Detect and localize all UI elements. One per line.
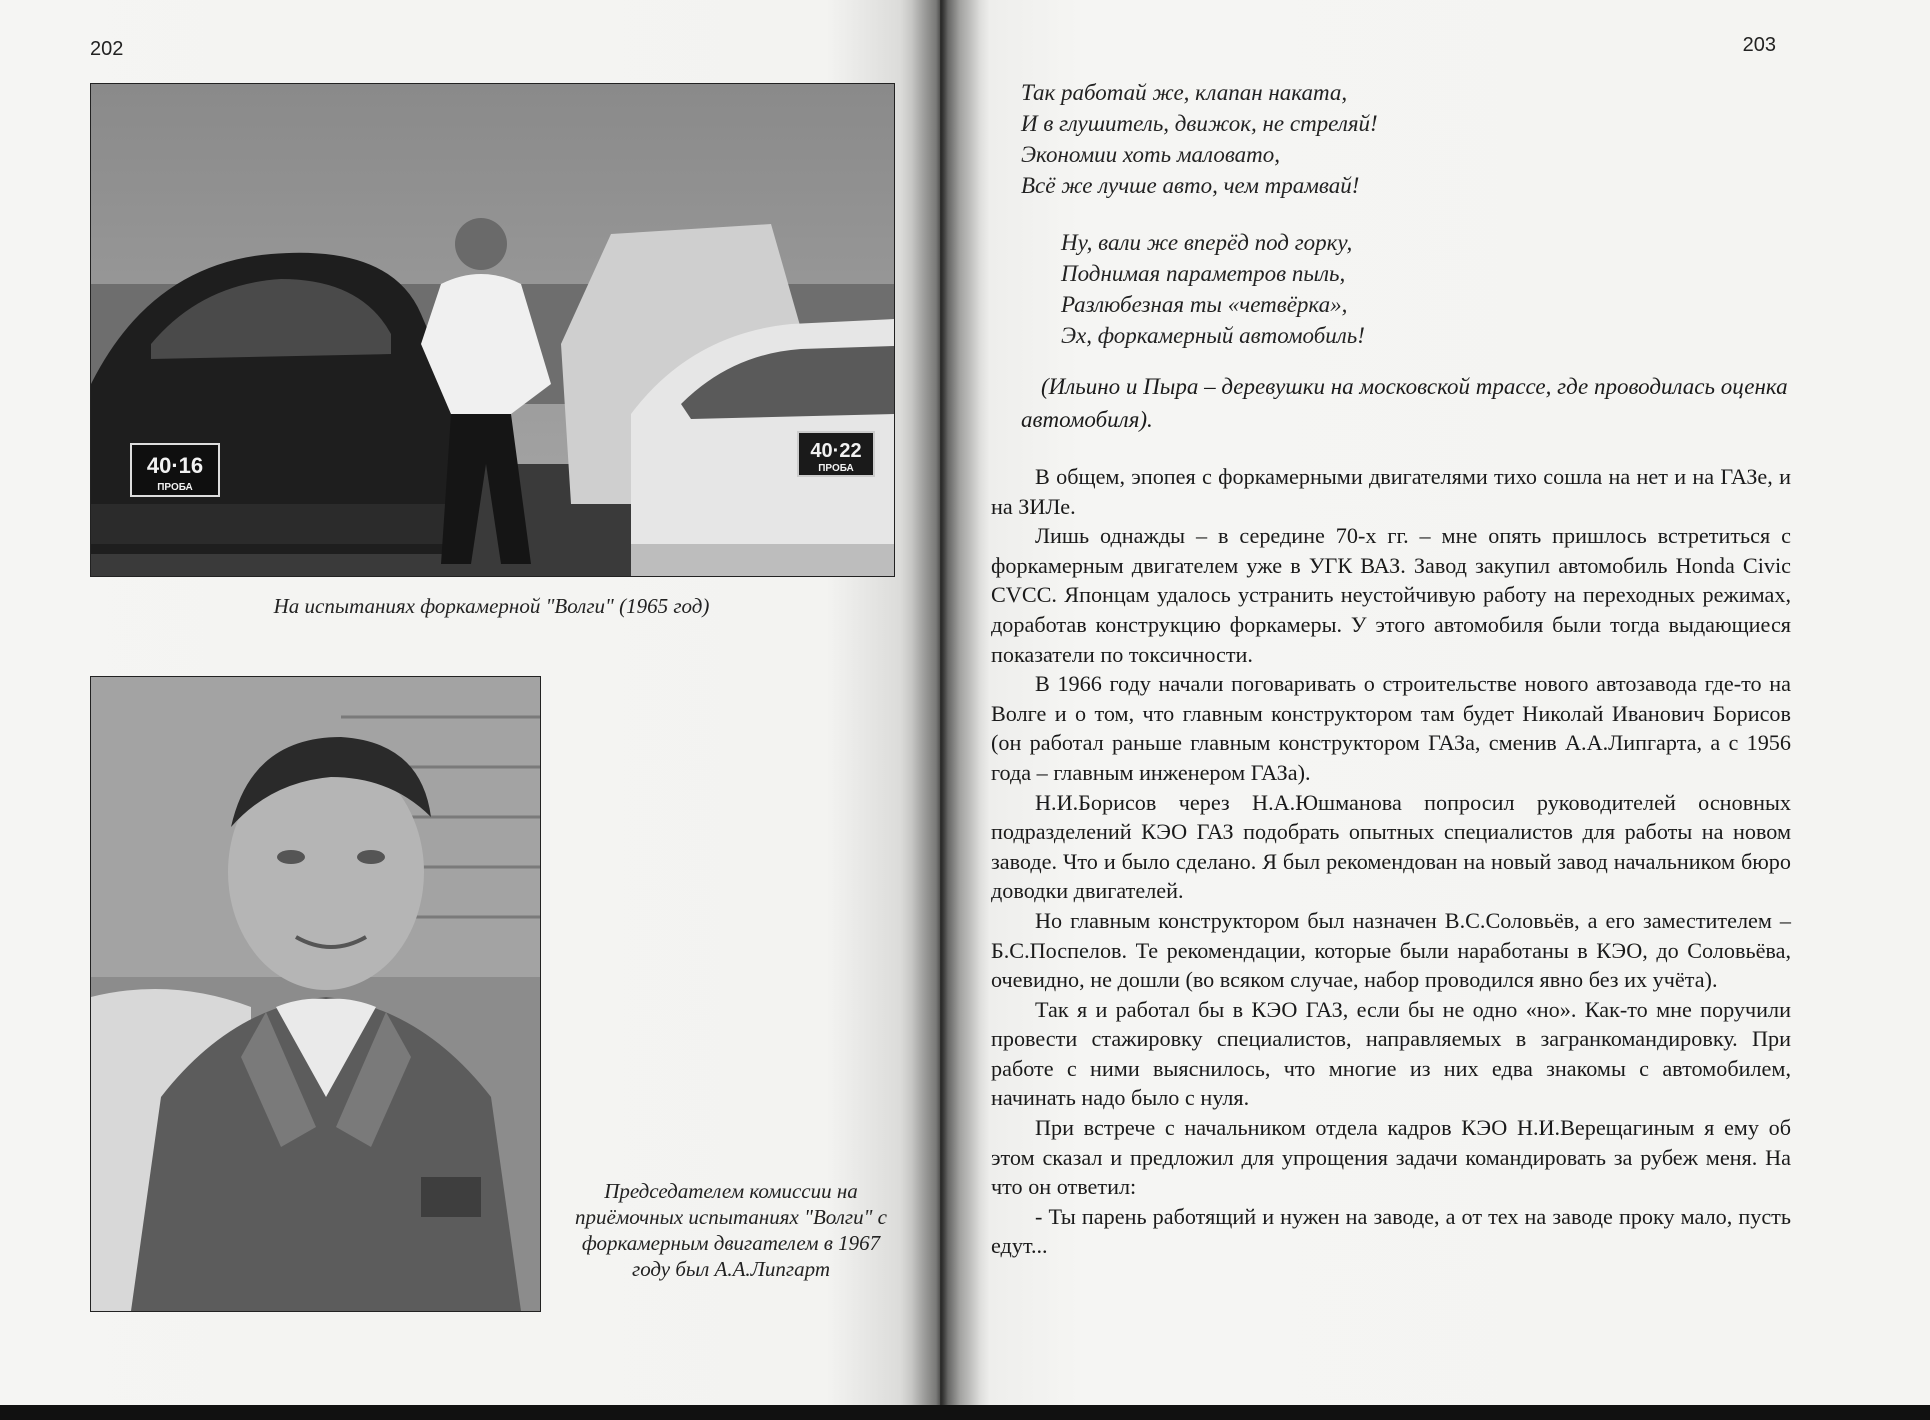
paragraph: При встрече с начальником отдела кадров КЭО Н.И.Верещагиным я ему об этом сказал и предложил для упрощения задачи командировать за рубеж меня. На что он ответил: [991,1115,1791,1200]
poem-line: Ну, вали же вперёд под горку, [1061,230,1353,255]
paragraph: - Ты парень работящий и нужен на заводе, а от тех на заводе проку мало, пусть едут... [991,1203,1791,1259]
poem-line: Эх, форкамерный автомобиль! [1061,323,1365,348]
body-text [991,462,1791,1261]
page-number-left: 202 [90,38,124,60]
page-number-right: 203 [1742,34,1776,56]
poem-line: Поднимая параметров пыль, [1061,261,1346,286]
paragraph: В общем, эпопея с форкамерными двигателями тихо сошла на нет и на ГАЗе, и на ЗИЛе. [991,464,1791,519]
poem-line: Экономии хоть маловато, [1021,142,1281,167]
poem-note: (Ильино и Пыра – деревушки на московской трассе, где проводилась оценка автомобиля). [1021,374,1788,432]
photo-lipgart-portrait-image [91,677,540,1311]
paragraph: Но главным конструктором был назначен В.С.Соловьёв, а его заместителем – Б.С.Поспелов. Те рекомендации, которые были наработаны в КЭО, до Соловьёва, очевидно, не дошли (во всяком случае, набор проводился явно без их учёта). [991,907,1791,993]
paragraph: В 1966 году начали поговаривать о строительстве нового автозавода где-то на Волге и о том, что главным конструктором там будет Николай Иванович Борисов (он работал раньше главным конструктором ГАЗа, сменив А.А.Липгарта, а с 1956 года – главным инженером ГАЗа). [991,671,1791,785]
plate-right-number: 40·22 [810,440,862,462]
plate-left-label: ПРОБА [157,482,193,493]
photo-volga-cars [90,83,895,577]
poem-line: Так работай же, клапан наката, [1021,80,1348,105]
plate-right-label: ПРОБА [818,463,854,474]
paragraph: Лишь однажды – в середине 70-х гг. – мне опять пришлось встретиться с форкамерным двигателем уже в УГК ВАЗ. Завод закупил автомобиль Honda Civic CVCC. Японцам удалось устранить неустойчивую работу на переходных режимах, доработав конструкцию форкамеры. У этого автомобиля были тогда выдающиеся показатели по токсичности. [991,523,1791,667]
poem-stanza-1 [1021,77,1378,201]
poem-stanza-2 [1061,227,1365,351]
poem-line: Всё же лучше авто, чем трамвай! [1021,173,1360,198]
book-spine [900,0,980,1405]
photo1-caption: На испытаниях форкамерной "Волги" (1965 год) [273,594,710,618]
paragraph: Н.И.Борисов через Н.А.Юшманова попросил руководителей основных подразделений КЭО ГАЗ подобрать опытных специалистов для работы на новом заводе. Что и было сделано. Я был рекомендован на новый завод начальником бюро доводки двигателей. [991,789,1791,904]
left-page [0,0,940,1405]
photo-lipgart-portrait [90,676,541,1312]
poem-line: Разлюбезная ты «четвёрка», [1061,292,1348,317]
scan-bottom-edge [0,1405,1930,1420]
photo2-caption: Председателем комиссии на приёмочных испытаниях "Волги" с форкамерным двигателем в 1967 году был А.А.Липгарт [575,1179,887,1281]
plate-left-number: 40·16 [146,453,204,478]
photo-volga-cars-image [91,84,894,576]
poem-line: И в глушитель, движок, не стреляй! [1021,111,1378,136]
paragraph: Так я и работал бы в КЭО ГАЗ, если бы не одно «но». Как-то мне поручили провести стажировку специалистов, направляемых в загранкомандировку. При работе с ними выяснилось, что многие из них едва знакомы с автомобилем, начинать надо было с нуля. [991,996,1791,1111]
